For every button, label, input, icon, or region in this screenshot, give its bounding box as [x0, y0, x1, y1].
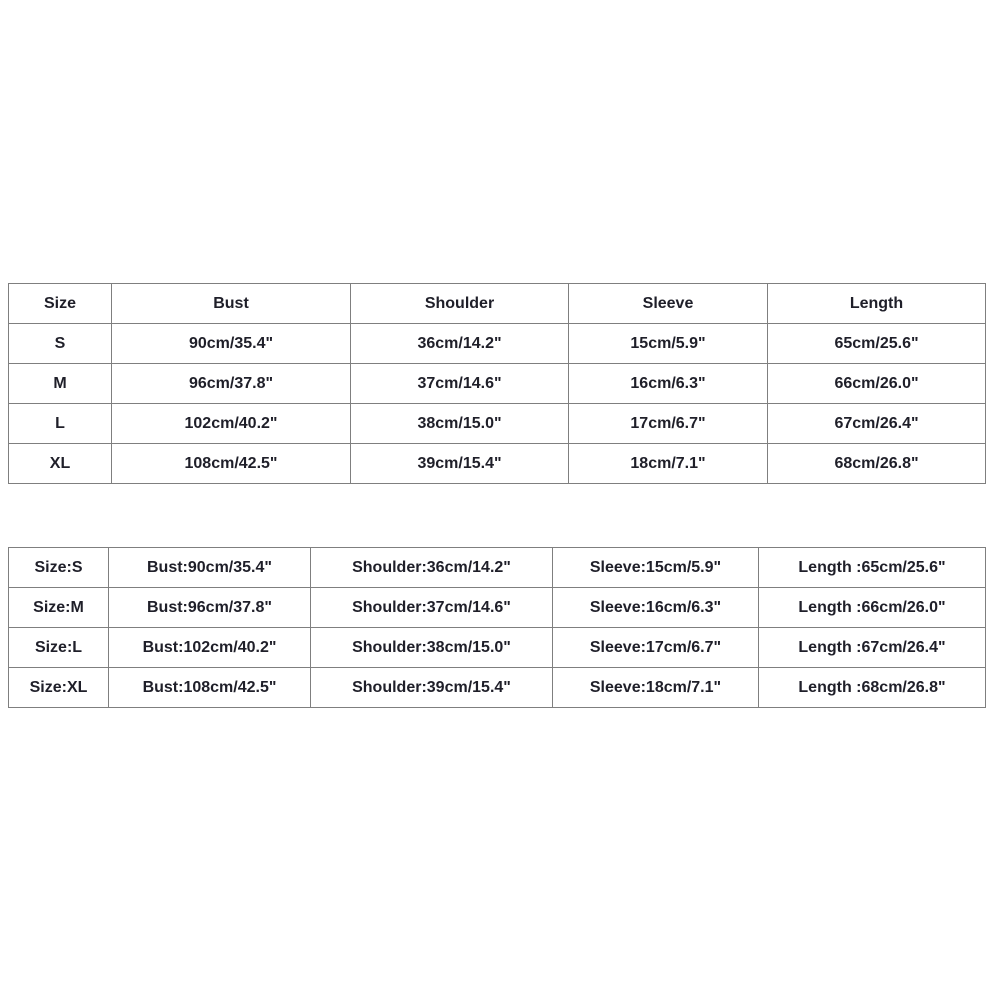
cell-bust-label: Bust:102cm/40.2"	[109, 628, 311, 668]
header-length: Length	[768, 284, 986, 324]
cell-bust: 108cm/42.5"	[112, 444, 351, 484]
table-row	[9, 444, 986, 484]
cell-sleeve: 18cm/7.1"	[569, 444, 768, 484]
cell-shoulder-label: Shoulder:36cm/14.2"	[311, 548, 553, 588]
cell-bust-label: Bust:108cm/42.5"	[109, 668, 311, 708]
table-row	[9, 628, 986, 668]
cell-shoulder: 37cm/14.6"	[351, 364, 569, 404]
table-row	[9, 404, 986, 444]
cell-size: L	[9, 404, 112, 444]
header-sleeve: Sleeve	[569, 284, 768, 324]
cell-length: 67cm/26.4"	[768, 404, 986, 444]
cell-bust-label: Bust:96cm/37.8"	[109, 588, 311, 628]
cell-length-label: Length :66cm/26.0"	[759, 588, 986, 628]
size-detail-table	[8, 547, 986, 708]
cell-sleeve-label: Sleeve:15cm/5.9"	[553, 548, 759, 588]
size-chart-table	[8, 283, 986, 484]
cell-size-label: Size:XL	[9, 668, 109, 708]
cell-length-label: Length :65cm/25.6"	[759, 548, 986, 588]
cell-size-label: Size:L	[9, 628, 109, 668]
table-row	[9, 548, 986, 588]
cell-size: XL	[9, 444, 112, 484]
header-size: Size	[9, 284, 112, 324]
cell-shoulder: 39cm/15.4"	[351, 444, 569, 484]
table-row	[9, 668, 986, 708]
cell-bust: 90cm/35.4"	[112, 324, 351, 364]
cell-sleeve-label: Sleeve:18cm/7.1"	[553, 668, 759, 708]
cell-length: 68cm/26.8"	[768, 444, 986, 484]
cell-sleeve-label: Sleeve:17cm/6.7"	[553, 628, 759, 668]
table-row	[9, 324, 986, 364]
cell-shoulder: 38cm/15.0"	[351, 404, 569, 444]
cell-sleeve: 15cm/5.9"	[569, 324, 768, 364]
cell-shoulder-label: Shoulder:37cm/14.6"	[311, 588, 553, 628]
cell-length-label: Length :68cm/26.8"	[759, 668, 986, 708]
cell-sleeve-label: Sleeve:16cm/6.3"	[553, 588, 759, 628]
table-row	[9, 364, 986, 404]
cell-bust: 102cm/40.2"	[112, 404, 351, 444]
cell-size-label: Size:M	[9, 588, 109, 628]
cell-length: 66cm/26.0"	[768, 364, 986, 404]
cell-sleeve: 17cm/6.7"	[569, 404, 768, 444]
table-row	[9, 588, 986, 628]
cell-shoulder: 36cm/14.2"	[351, 324, 569, 364]
cell-size-label: Size:S	[9, 548, 109, 588]
header-shoulder: Shoulder	[351, 284, 569, 324]
cell-bust: 96cm/37.8"	[112, 364, 351, 404]
cell-sleeve: 16cm/6.3"	[569, 364, 768, 404]
cell-length: 65cm/25.6"	[768, 324, 986, 364]
table-header-row	[9, 284, 986, 324]
cell-size: S	[9, 324, 112, 364]
cell-length-label: Length :67cm/26.4"	[759, 628, 986, 668]
cell-shoulder-label: Shoulder:38cm/15.0"	[311, 628, 553, 668]
cell-shoulder-label: Shoulder:39cm/15.4"	[311, 668, 553, 708]
header-bust: Bust	[112, 284, 351, 324]
cell-size: M	[9, 364, 112, 404]
cell-bust-label: Bust:90cm/35.4"	[109, 548, 311, 588]
